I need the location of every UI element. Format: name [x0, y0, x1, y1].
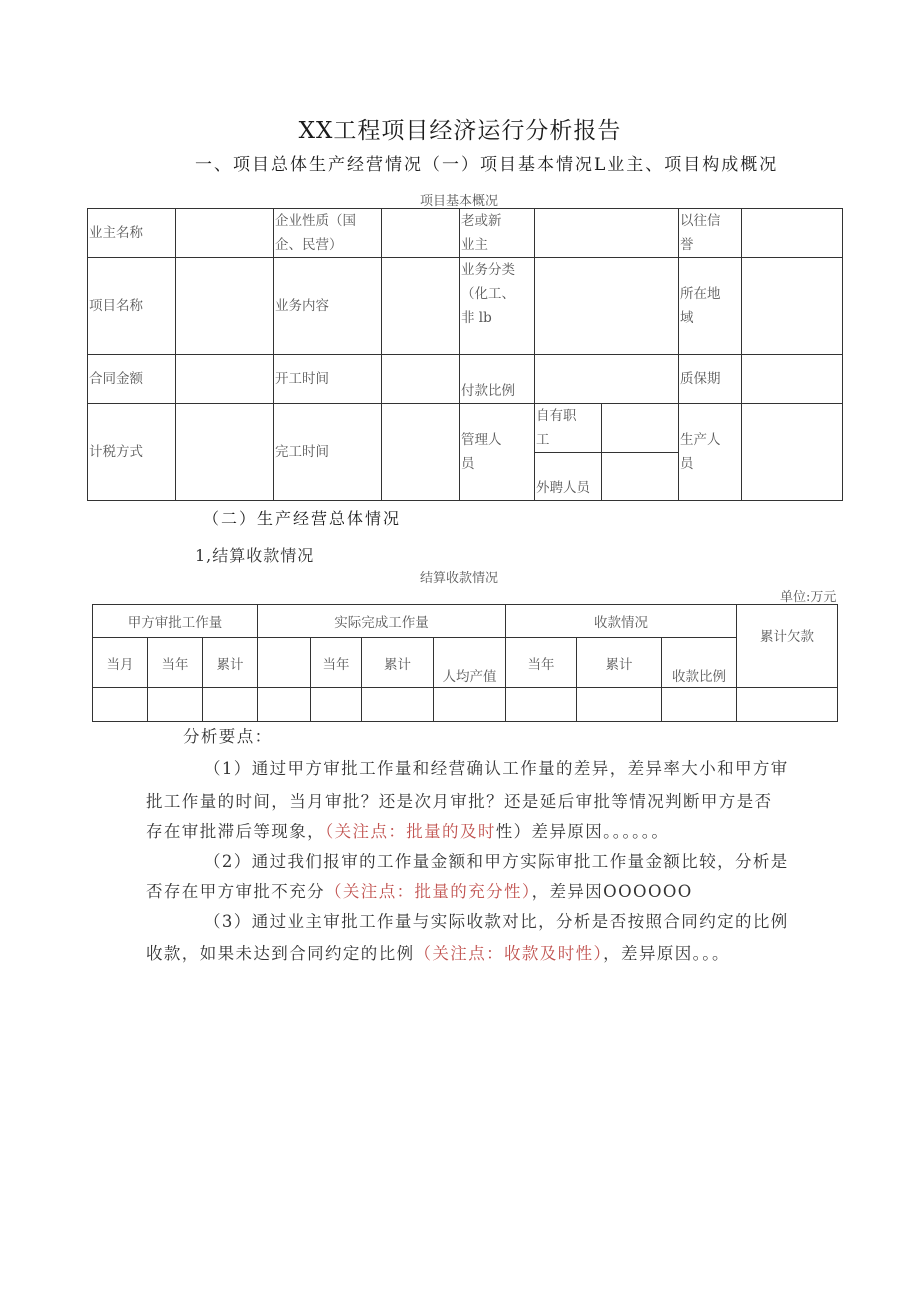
header-actual-blank: [258, 638, 311, 688]
point1-line1: （1）通过甲方审批工作量和经营确认工作量的差异，差异率大小和甲方审: [204, 759, 789, 778]
header-current-month: 当月: [93, 638, 148, 688]
header-cumulative-approved: 累计: [203, 638, 258, 688]
header-cumulative-arrears: 累计欠款: [737, 605, 838, 688]
table-cell: [662, 688, 737, 722]
cell-project-name-value: [176, 258, 274, 355]
point1-line2: 批工作量的时间，当月审批？还是次月审批？还是延后审批等情况判断甲方是否: [146, 792, 773, 811]
header-approved-workload: 甲方审批工作量: [93, 605, 258, 638]
header-cumulative-actual: 累计: [362, 638, 434, 688]
cell-enterprise-nature-value: [382, 209, 460, 258]
table-cell: [203, 688, 258, 722]
cell-business-content-value: [382, 258, 460, 355]
point2-line2: 否存在甲方审批不充分（关注点：批量的充分性），差异因OOOOOO: [146, 882, 693, 901]
point1-line3: 存在审批滞后等现象，（关注点：批量的及时性）差异原因。。。。。。: [146, 822, 670, 841]
cell-tax-method-value: [176, 404, 274, 501]
table-cell: [506, 688, 577, 722]
cell-business-content-label: 业务内容: [274, 258, 382, 355]
cell-old-new-label: 老或新 业主: [460, 209, 535, 258]
header-current-year-collection: 当年: [506, 638, 577, 688]
cell-owner-name-value: [176, 209, 274, 258]
table-cell: [93, 688, 148, 722]
header-actual-workload: 实际完成工作量: [258, 605, 506, 638]
analysis-title: 分析要点：: [183, 727, 273, 746]
cell-start-time-label: 开工时间: [274, 355, 382, 404]
document-title: XX工程项目经济运行分析报告: [298, 118, 622, 144]
point3-focus-note: （关注点：收款及时性）: [414, 944, 604, 963]
point3-line2: 收款，如果未达到合同约定的比例（关注点：收款及时性），差异原因。。。: [146, 944, 730, 963]
table-cell: [577, 688, 662, 722]
cell-project-name-label: 项目名称: [88, 258, 176, 355]
cell-payment-ratio-label: 付款比例: [460, 355, 535, 404]
header-current-year-approved: 当年: [148, 638, 203, 688]
cell-production-staff-label: 生产人 员: [679, 404, 742, 501]
cell-credit-label: 以往信 誉: [679, 209, 742, 258]
header-current-year-actual: 当年: [311, 638, 362, 688]
point2-line1: （2）通过我们报审的工作量金额和甲方实际审批工作量金额比较，分析是: [204, 852, 789, 871]
cell-location-label: 所在地 域: [679, 258, 742, 355]
header-cumulative-collection: 累计: [577, 638, 662, 688]
cell-contract-amount-value: [176, 355, 274, 404]
table-cell: [362, 688, 434, 722]
header-collection-ratio: 收款比例: [662, 638, 737, 688]
cell-warranty-label: 质保期: [679, 355, 742, 404]
cell-finish-time-label: 完工时间: [274, 404, 382, 501]
cell-business-class-value: [535, 258, 679, 355]
cell-finish-time-value: [382, 404, 460, 501]
unit-label: 单位:万元: [780, 590, 837, 605]
cell-hired-staff-label: 外聘人员: [535, 453, 602, 501]
table-cell: [148, 688, 203, 722]
project-basic-info-table: [87, 208, 843, 501]
header-collection: 收款情况: [506, 605, 737, 638]
cell-contract-amount-label: 合同金额: [88, 355, 176, 404]
table-cell: [434, 688, 506, 722]
cell-start-time-value: [382, 355, 460, 404]
point2-focus-note: （关注点：批量的充分性）: [325, 882, 532, 901]
table2-caption: 结算收款情况: [420, 571, 499, 586]
cell-warranty-value: [742, 355, 843, 404]
table1-caption: 项目基本概况: [420, 194, 499, 209]
point3-line1: （3）通过业主审批工作量与实际收款对比，分析是否按照合同约定的比例: [204, 912, 789, 931]
cell-location-value: [742, 258, 843, 355]
cell-management-staff-label: 管理人 员: [460, 404, 535, 501]
cell-enterprise-nature-label: 企业性质（国 企、民营）: [274, 209, 382, 258]
cell-production-staff-value: [742, 404, 843, 501]
table-cell: [311, 688, 362, 722]
cell-credit-value: [742, 209, 843, 258]
section2-subheading: 1,结算收款情况: [195, 546, 315, 565]
cell-hired-staff-value: [602, 453, 679, 501]
table-cell: [737, 688, 838, 722]
section2-heading: （二）生产经营总体情况: [203, 509, 402, 528]
cell-own-staff-value: [602, 404, 679, 453]
header-per-capita-output: 人均产值: [434, 638, 506, 688]
cell-old-new-value: [535, 209, 679, 258]
cell-tax-method-label: 计税方式: [88, 404, 176, 501]
table-cell: [258, 688, 311, 722]
section1-heading: 一、项目总体生产经营情况（一）项目基本情况L业主、项目构成概况: [195, 155, 779, 175]
cell-business-class-label: 业务分类 （化工、 非 lb: [460, 258, 535, 355]
point1-focus-note: （关注点：批量的及时: [325, 822, 496, 841]
cell-owner-name-label: 业主名称: [88, 209, 176, 258]
cell-payment-ratio-value: [535, 355, 679, 404]
settlement-collection-table: [92, 604, 838, 722]
cell-own-staff-label: 自有职 工: [535, 404, 602, 453]
